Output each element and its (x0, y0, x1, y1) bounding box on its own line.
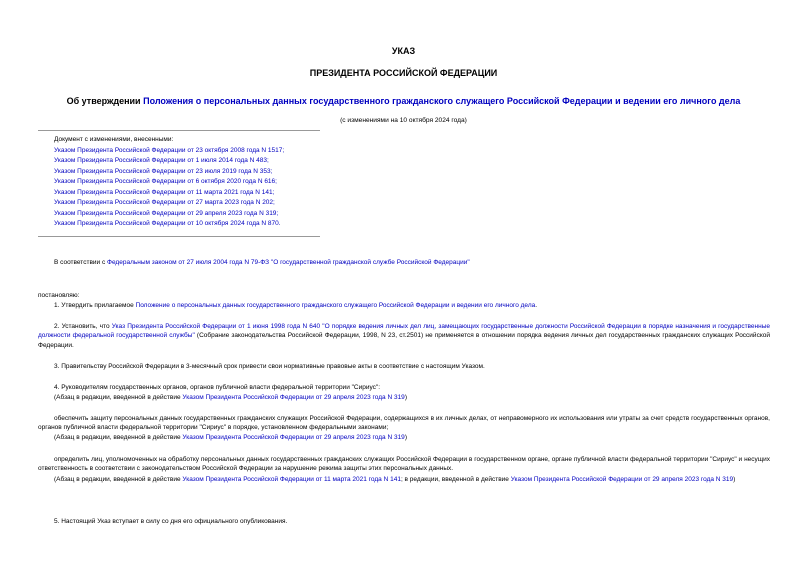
preamble (54, 258, 774, 267)
document-title (0, 96, 807, 106)
president-heading: ПРЕЗИДЕНТА РОССИЙСКОЙ ФЕДЕРАЦИИ (309, 68, 498, 78)
note-suffix: ) (404, 434, 407, 441)
item-4-paragraph-2: определить лиц, уполномоченных на обработку персональных данных государственных гражданских служащих Российской Федерации в государственном органе, органе публичной власти федеральной территории "Сириус" и несущих ответственность в соответствии с законодательством Российской Федерации за нарушение режима защиты этих персональных данных. (38, 456, 770, 473)
amendment-link[interactable]: Указом Президента Российской Федерации от 6 октября 2020 года N 616; (54, 178, 277, 185)
decree-heading: УКАЗ (391, 46, 416, 56)
note-prefix: (Абзац в редакции, введенной в действие (54, 434, 183, 441)
item-1 (54, 301, 784, 310)
decree-319-link[interactable]: Указом Президента Российской Федерации от 29 апреля 2023 года N 319 (182, 434, 405, 441)
item-2-suffix: (Собрание законодательства Российской Федерации, 1998, N 23, ст.2501) не применяется в отношении порядка ведения личных дел государственных гражданских служащих Российской Федерации. (38, 332, 770, 349)
amendments-heading: Документ с изменениями, внесенными: (54, 136, 174, 143)
decree-319-link[interactable]: Указом Президента Российской Федерации от 29 апреля 2023 года N 319 (182, 394, 405, 401)
revision-note: (с изменениями на 10 октября 2024 года) (340, 117, 467, 124)
note-suffix: ) (733, 476, 736, 483)
decree-319-link[interactable]: Указом Президента Российской Федерации от 29 апреля 2023 года N 319 (510, 476, 734, 483)
title-prefix: Об утверждении (66, 96, 144, 106)
divider-top (38, 130, 320, 131)
amendment-link[interactable]: Указом Президента Российской Федерации от 27 марта 2023 года N 202; (54, 199, 275, 206)
title-link[interactable]: Положения о персональных данных государственного гражданского служащего Российской Федерации и ведении его личного дела (143, 96, 741, 106)
amendment-link[interactable]: Указом Президента Российской Федерации от 29 апреля 2023 года N 319; (54, 209, 279, 217)
item-4: 4. Руководителям государственных органов, органов публичной власти федеральной территории "Сириус": (54, 384, 381, 391)
note-middle: ; в редакции, введенной в действие (400, 476, 511, 483)
resolve-line: постановляю: (38, 292, 80, 299)
amendment-link[interactable]: Указом Президента Российской Федерации от 23 июля 2019 года N 353; (54, 167, 273, 175)
item-3: 3. Правительству Российской Федерации в 3-месячный срок привести свои нормативные правовые акты в соответствие с настоящим Указом. (54, 363, 485, 370)
amendments-list (54, 135, 284, 230)
amendment-link[interactable]: Указом Президента Российской Федерации от 10 октября 2024 года N 870. (54, 220, 281, 227)
amendment-link[interactable]: Указом Президента Российской Федерации от 23 октября 2008 года N 1517; (54, 146, 285, 154)
item-2 (38, 322, 770, 350)
decree-141-link[interactable]: Указом Президента Российской Федерации от 11 марта 2021 года N 141 (182, 476, 401, 483)
amendment-link[interactable]: Указом Президента Российской Федерации от 11 марта 2021 года N 141; (54, 188, 275, 196)
item-4-note (54, 393, 784, 402)
item-4-paragraph-1-note (54, 433, 784, 442)
divider-bottom (38, 236, 320, 237)
preamble-prefix: В соответствии с (54, 259, 108, 266)
item-1-suffix: . (535, 302, 538, 309)
item-4-paragraph-2-note (38, 475, 770, 484)
item-4-paragraph-1: обеспечить защиту персональных данных государственных гражданских служащих Российской Федерации, содержащихся в их личных делах, от неправомерного их использования или утраты за счет средств государственных органов, органов публичной власти федеральной территории "Сириус" в порядке, установленном федеральными законами; (38, 415, 770, 432)
item-1-prefix: 1. Утвердить прилагаемое (54, 302, 136, 309)
note-suffix: ) (404, 394, 407, 401)
item-2-prefix: 2. Установить, что (54, 323, 112, 330)
amendment-link[interactable]: Указом Президента Российской Федерации от 1 июля 2014 года N 483; (54, 157, 269, 164)
federal-law-link[interactable]: Федеральным законом от 27 июля 2004 года N 79-ФЗ "О государственной гражданской службе Российской Федерации" (107, 259, 470, 266)
decree-640-link[interactable]: Указ Президента Российской Федерации от 1 июня 1998 года N 640 "О порядке ведения личных дел лиц, замещающих государственные должности Российской Федерации в порядке назначения и государственные должности федеральной государственной службы" (38, 323, 771, 340)
regulation-link[interactable]: Положение о персональных данных государственного гражданского служащего Российской Федерации и ведении его личного дела (135, 302, 536, 309)
note-prefix: (Абзац в редакции, введенной в действие (54, 394, 183, 401)
item-5: 5. Настоящий Указ вступает в силу со дня его официального опубликования. (54, 518, 288, 525)
note-prefix: (Абзац в редакции, введенной в действие (54, 476, 183, 483)
